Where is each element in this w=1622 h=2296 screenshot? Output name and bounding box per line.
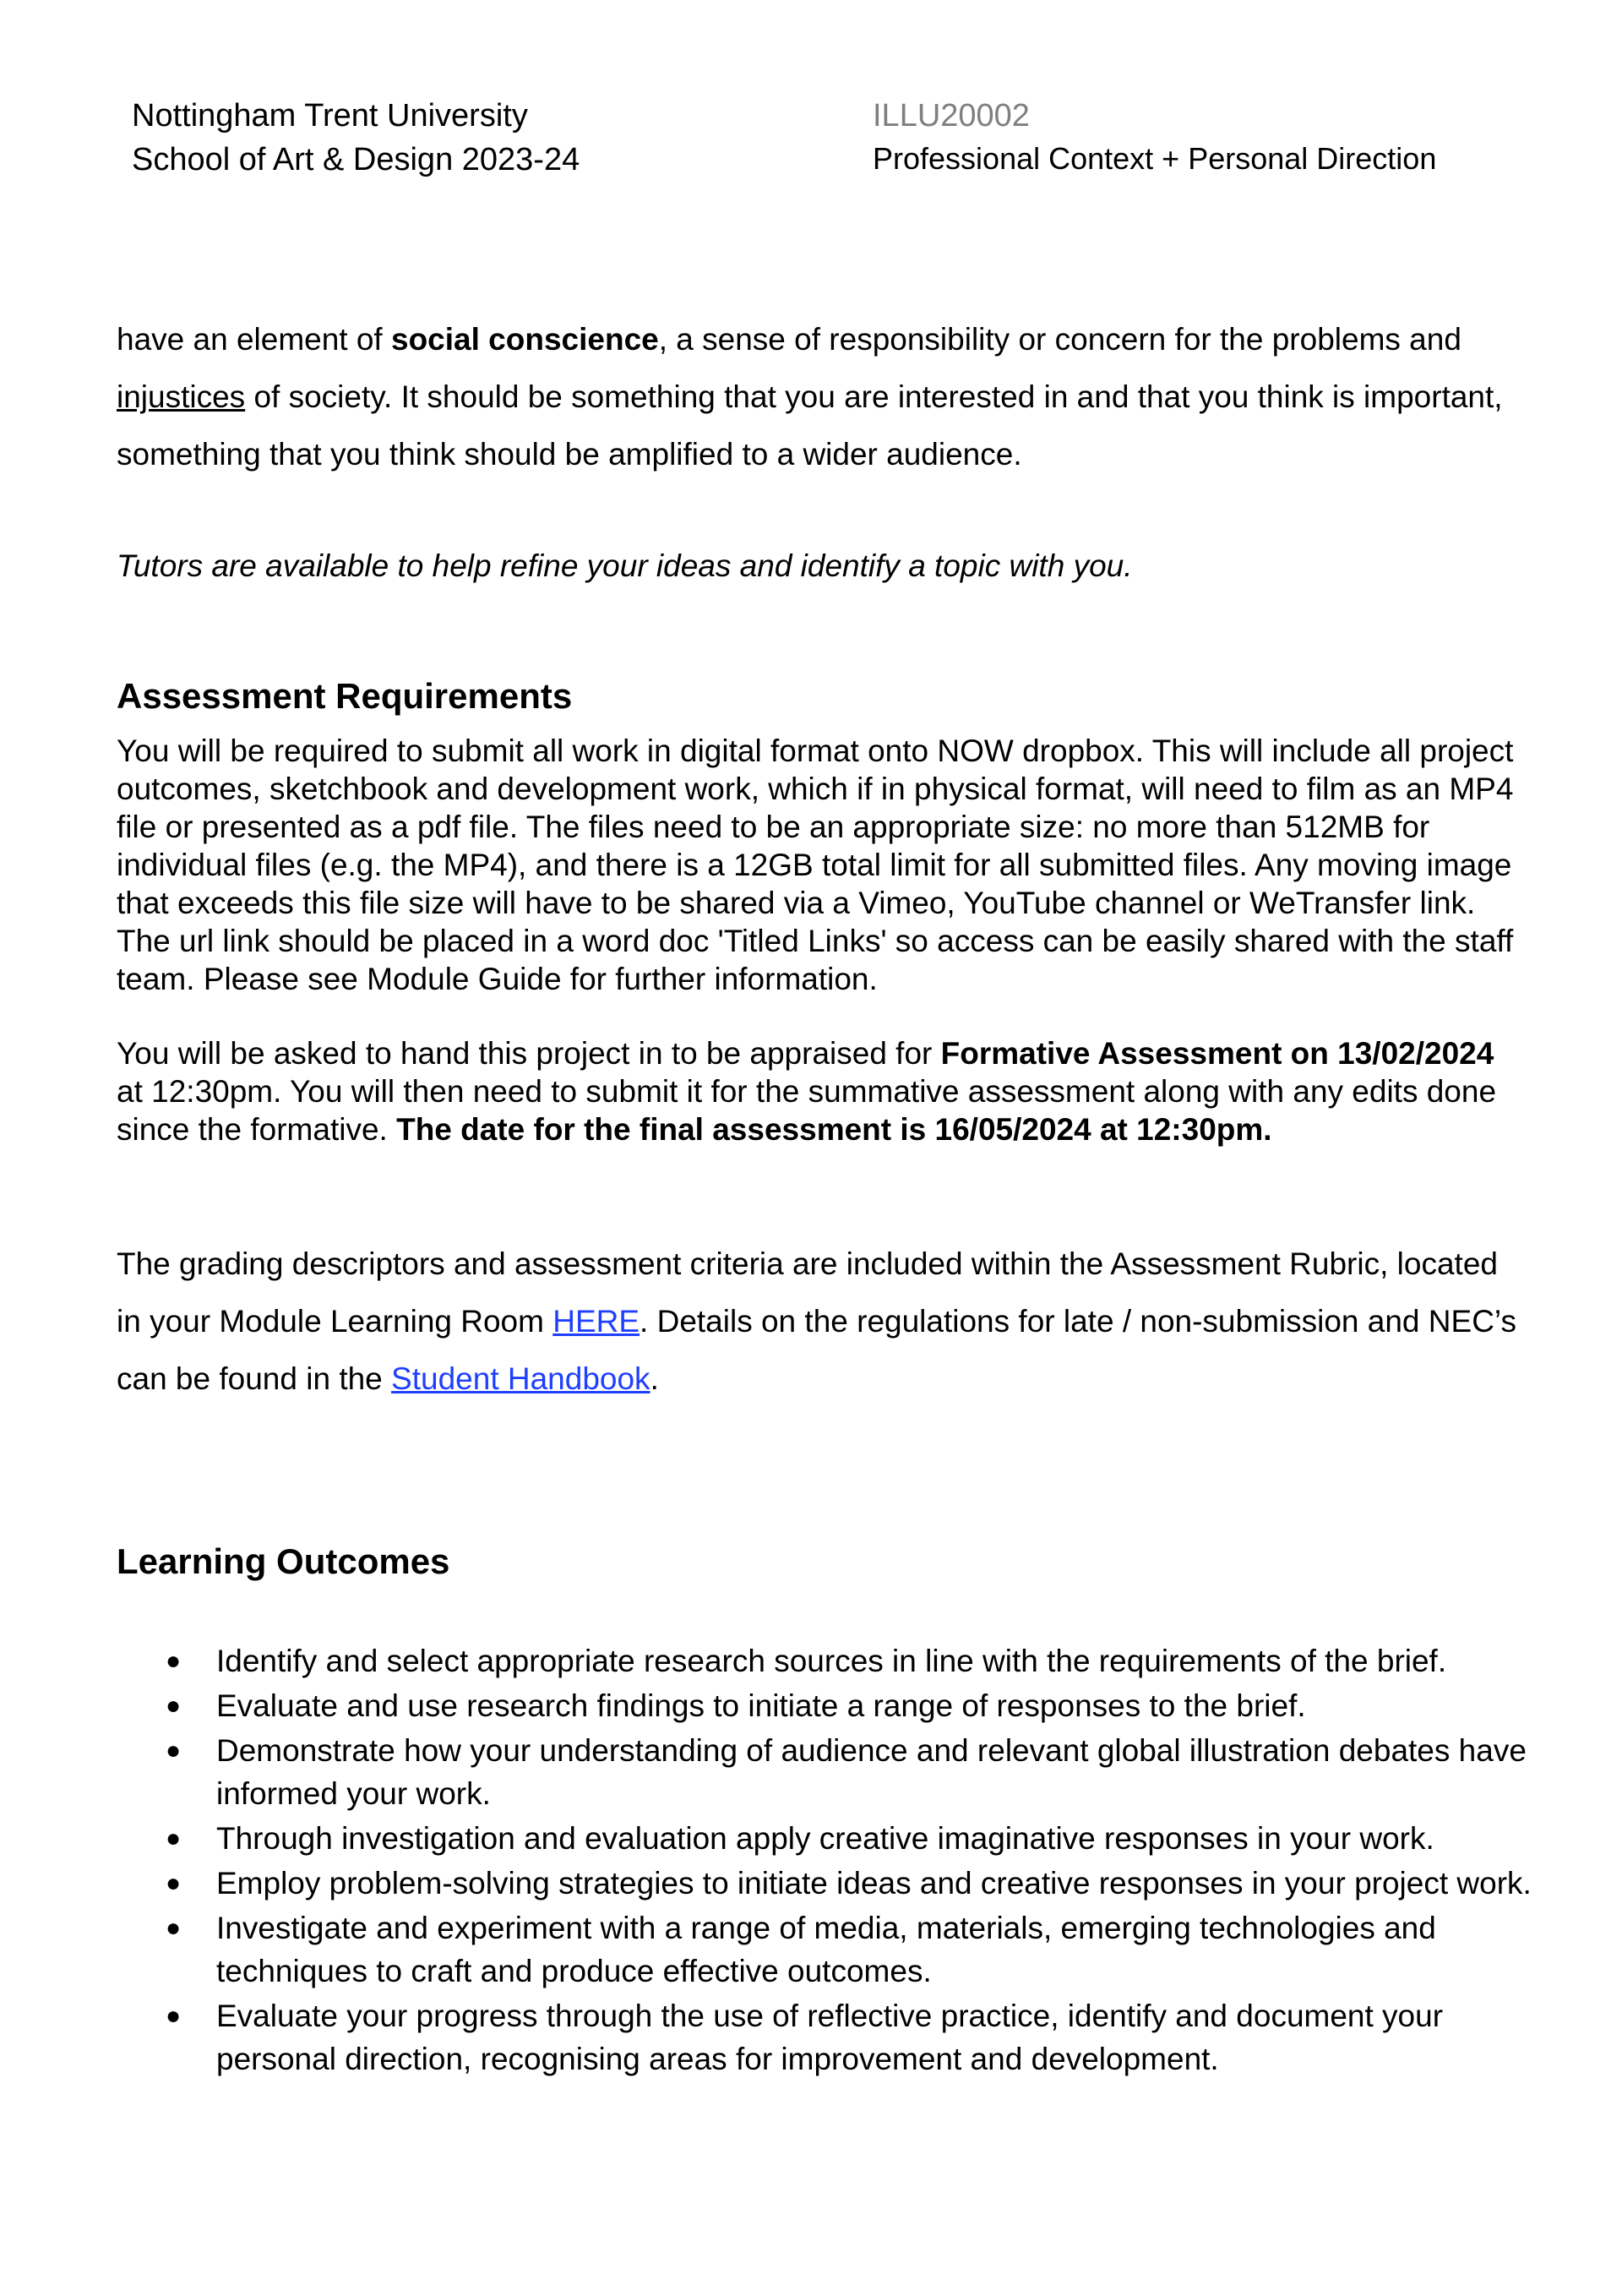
intro-paragraph [117, 311, 1519, 483]
bullet-icon: ● [166, 1737, 182, 1764]
list-item-text: Identify and select appropriate research sources in line with the requirements of the brief. [216, 1644, 1447, 1678]
list-item [117, 1729, 1553, 1815]
list-item-text: Through investigation and evaluation apply creative imaginative responses in your work. [216, 1821, 1434, 1856]
outcomes-section [117, 1538, 1519, 1585]
list-item [117, 1906, 1553, 1993]
bullet-icon: ● [166, 1914, 182, 1942]
assessment-section [117, 673, 1519, 720]
list-item-text: Demonstrate how your understanding of audience and relevant global illustration debates have informed your work. [216, 1733, 1527, 1811]
list-item-text: Evaluate and use research findings to initiate a range of responses to the brief. [216, 1688, 1306, 1723]
assessment-paragraph-1: You will be required to submit all work in digital format onto NOW dropbox. This will include all project outcomes, sketchbook and development work, which if in physical format, will need to film as an MP4 file or presented as a pdf file. The files need to be an appropriate size: no more than 512MB for individual files (e.g. the MP4), and there is a 12GB total limit for all submitted files. Any moving image that exceeds this file size will have to be shared via a Vimeo, YouTube channel or WeTransfer link. The url link should be placed in a word doc 'Titled Links' so access can be easily shared with the staff team. Please see Module Guide for further information. [117, 734, 1514, 996]
bullet-icon: ● [166, 1869, 182, 1897]
assessment-text: You will be asked to hand this project in to be appraised for [117, 1036, 941, 1071]
list-item-text: Employ problem-solving strategies to initiate ideas and creative responses in your project work. [216, 1866, 1532, 1901]
list-item [117, 1639, 1553, 1682]
module-code: ILLU20002 [873, 98, 1030, 134]
list-item-text: Investigate and experiment with a range of media, materials, emerging technologies and techniques to craft and produce effective outcomes. [216, 1911, 1436, 1988]
bullet-icon: ● [166, 1824, 182, 1852]
school-name: School of Art & Design 2023-24 [132, 142, 580, 177]
list-item-text: Evaluate your progress through the use of reflective practice, identify and document your personal direction, recognising areas for improvement and development. [216, 1999, 1444, 2076]
assessment-text: . Details on the regulations for late / non-submission and NEC’s can be found in the [117, 1304, 1516, 1396]
intro-underlined-text: injustices [117, 379, 246, 414]
intro-bold-text: social conscience [391, 322, 659, 357]
assessment-paragraph-3 [117, 1235, 1519, 1408]
assessment-text: at 12:30pm. You will then need to submit it for the summative assessment along with any edits done since the formative. [117, 1074, 1497, 1147]
institution-name: Nottingham Trent University [132, 98, 528, 134]
outcomes-list-wrapper [117, 1639, 1553, 2082]
assessment-text: . [650, 1361, 659, 1396]
bullet-icon: ● [166, 1692, 182, 1720]
bullet-icon: ● [166, 1647, 182, 1675]
assessment-paragraph-2 [117, 1034, 1519, 1148]
header-left [132, 94, 580, 182]
list-item [117, 1817, 1553, 1860]
list-item [117, 1684, 1553, 1727]
intro-text: have an element of [117, 322, 391, 357]
formative-date-bold: Formative Assessment on 13/02/2024 [940, 1036, 1494, 1071]
intro-text: , a sense of responsibility or concern for the problems and [658, 322, 1461, 357]
header-right [873, 94, 1436, 180]
module-title: Professional Context + Personal Direction [873, 141, 1437, 176]
list-item [117, 1994, 1553, 2081]
outcomes-heading: Learning Outcomes [117, 1541, 450, 1581]
assessment-text: The grading descriptors and assessment criteria are included within the Assessment Rubric, located in your Module Learning Room [117, 1246, 1498, 1339]
tutors-note: Tutors are available to help refine your ideas and identify a topic with you. [117, 548, 1133, 583]
here-link[interactable]: HERE [552, 1304, 640, 1339]
final-date-bold: The date for the final assessment is 16/05/2024 at 12:30pm. [396, 1112, 1272, 1147]
bullet-icon: ● [166, 2002, 182, 2030]
intro-text: of society. It should be something that you are interested in and that you think is important, something that you think should be amplified to a wider audience. [117, 379, 1503, 472]
list-item [117, 1862, 1553, 1905]
assessment-heading: Assessment Requirements [117, 676, 573, 716]
student-handbook-link[interactable]: Student Handbook [391, 1361, 650, 1396]
outcomes-list [117, 1639, 1553, 2081]
